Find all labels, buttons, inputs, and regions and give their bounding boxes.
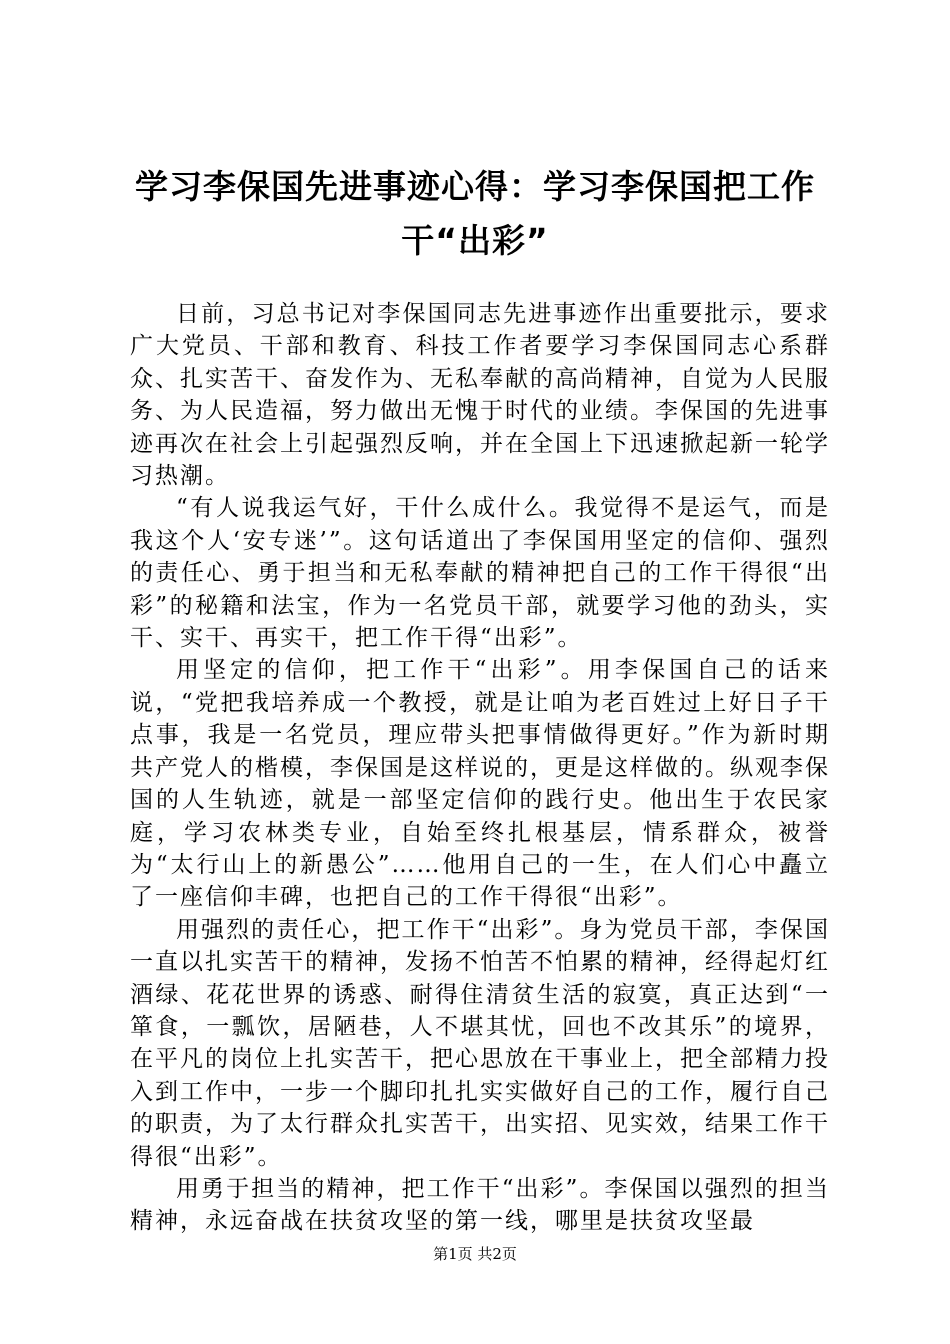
title-line-2: 干“出彩” [401,221,549,260]
title-line-1: 学习李保国先进事迹心得：学习李保国把工作 [135,167,815,206]
paragraph-4: 用强烈的责任心，把工作干“出彩”。身为党员干部，李保国一直以扎实苦干的精神，发扬不怕苦不怕累的精神，经得起灯红酒绿、花花世界的诱惑、耐得住清贫生活的寂寞，真正达到“一箪食，一瓢饮，居陋巷，人不堪其忧，回也不改其乐”的境界，在平凡的岗位上扎实苦干，把心思放在干事业上，把全部精力投入到工作中，一步一个脚印扎扎实实做好自己的工作，履行自己的职责，为了太行群众扎实苦干，出实招、见实效，结果工作干得很“出彩”。 [130,916,830,1170]
paragraph-5: 用勇于担当的精神，把工作干“出彩”。李保国以强烈的担当精神，永远奋战在扶贫攻坚的第一线，哪里是扶贫攻坚最 [130,1175,830,1235]
paragraph-2: “有人说我运气好，干什么成什么。我觉得不是运气，而是我这个人‘安专迷’”。这句话道出了李保国用坚定的信仰、强烈的责任心、勇于担当和无私奉献的精神把自己的工作干得很“出彩”的秘籍和法宝，作为一名党员干部，就要学习他的劲头，实干、实干、再实干，把工作干得“出彩”。 [130,495,830,652]
document-body [130,298,830,1238]
page-number-footer: 第1页 共2页 [433,1245,517,1263]
paragraph-3: 用坚定的信仰，把工作干“出彩”。用李保国自己的话来说，“党把我培养成一个教授，就是让咱为老百姓过上好日子干点事，我是一名党员，理应带头把事情做得更好。”作为新时期共产党人的楷模，李保国是这样说的，更是这样做的。纵观李保国的人生轨迹，就是一部坚定信仰的践行史。他出生于农民家庭，学习农林类专业，自始至终扎根基层，情系群众，被誉为“太行山上的新愚公”……他用自己的一生，在人们心中矗立了一座信仰丰碑，也把自己的工作干得很“出彩”。 [130,657,830,911]
document-title [110,160,840,268]
paragraph-1: 日前，习总书记对李保国同志先进事迹作出重要批示，要求广大党员、干部和教育、科技工作者要学习李保国同志心系群众、扎实苦干、奋发作为、无私奉献的高尚精神，自觉为人民服务、为人民造福，努力做出无愧于时代的业绩。李保国的先进事迹再次在社会上引起强烈反响，并在全国上下迅速掀起新一轮学习热潮。 [130,301,830,490]
